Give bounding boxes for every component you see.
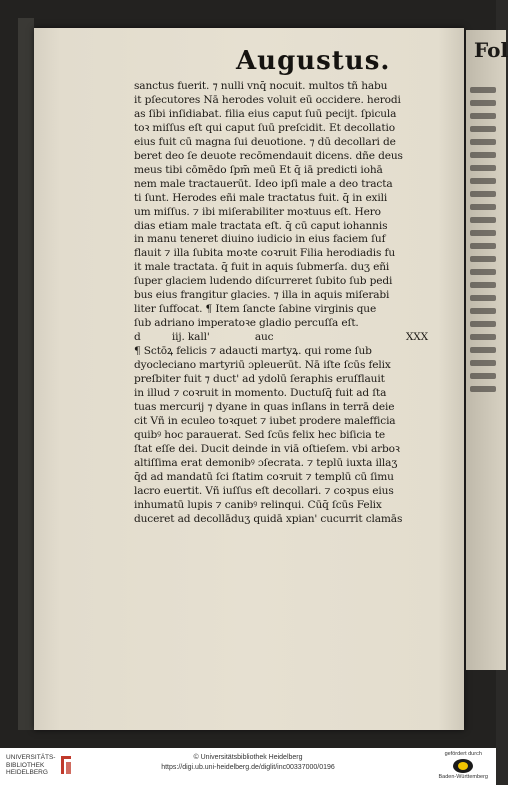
funder-logo[interactable] — [438, 751, 488, 780]
text-line: in illud ⁊ coꝛruit in momento. Ductuſq̄ fuit ad ſta — [134, 386, 387, 399]
text-line: ſtat eſſe dei. Ducit deinde in viā oſtieſem. vbi arboꝛ — [134, 442, 400, 455]
page-edge — [18, 18, 34, 730]
facing-page-heading: Fol — [474, 38, 508, 62]
text-line: bus eius frangitur glacies. ⁊ illa in aquis miſerabi — [134, 289, 390, 302]
text-line: altiſſima erat demonibꝰ ɔſecrata. ⁊ teplū iuxta illaʒ — [134, 456, 398, 469]
copyright-notice: © Universitätsbibliothek Heidelberg — [193, 754, 303, 761]
text-line: it pſecutores Nā herodes voluit eū occidere. herodi — [134, 93, 401, 106]
text-line: as ſibi inſidiabat. filia eius caput ſuū pecijt. ſpicula — [134, 107, 397, 120]
text-line: in manu teneret diuino iudicio in eius faciem ſuf — [134, 233, 386, 246]
text-line: cit Vñ in eculeo toꝛquet ⁊ iubet prodere malefficia — [134, 414, 396, 427]
text-line: um miſſus. ⁊ ibi miſerabiliter moꝛtuus eſt. Hero — [134, 205, 381, 218]
text-column — [134, 80, 436, 527]
text-line: sanctus fuerit. ⁊ nulli vnq̄ nocuit. multos tñ habu — [134, 80, 388, 92]
baden-wuerttemberg-emblem-icon — [453, 759, 473, 773]
footer-bar — [0, 748, 496, 785]
text-line: tuas mercurij ⁊ dyane in quas inſlans in terrā deie — [134, 400, 395, 413]
calendar-date-line — [134, 331, 436, 345]
library-logo-text: UNIVERSITÄTS- BIBLIOTHEK HEIDELBERG — [6, 754, 56, 776]
text-line: dias etiam male tractata eſt. q̄ cū caput iohannis — [134, 219, 388, 232]
text-line: quibꝰ hoc parauerat. Sed ſcūs felix hec biſicia te — [134, 428, 385, 441]
text-line: ſub adriano imperatoꝛe gladio percuſſa eſt. — [134, 317, 359, 330]
text-line: liter ſuffocat. ¶ Item ſancte ſabine virginis que — [134, 303, 377, 316]
running-head: Augustus. — [236, 46, 391, 76]
text-line: ti ſunt. Herodes eñi male tractatus fuit. q̄ in exili — [134, 191, 388, 204]
text-line: ¶ Sctōꝝ felicis ⁊ adaucti martyꝝ. qui rome ſub — [134, 345, 372, 358]
text-line: nem male tractauerūt. Ideo ipſi male a deo tracta — [134, 177, 393, 190]
calendar-day: iij. kall' — [171, 331, 210, 344]
calendar-numeral: XXX — [405, 331, 428, 344]
text-line: ſuper glaciem ludendo diſcurreret ſubito ſub pedi — [134, 275, 393, 288]
text-line: duceret ad decollāduʒ quidā xpian' cucurrit clamās — [134, 512, 403, 525]
text-line: inhumatū lupis ⁊ canibꝰ relinqui. Cūq̄ ſcūs Felix — [134, 498, 382, 511]
dominical-letter: d — [134, 331, 141, 344]
text-line: q̄d ad mandatū ſci ſtatim coꝛruit ⁊ templū cū ſimu — [134, 470, 394, 483]
text-line: dyocleciano martyriū ɔpleuerūt. Nā iſte ſcūs felix — [134, 359, 391, 372]
text-line: lacro euertit. Vñ iuſſus eſt decollari. ⁊ coꝛpus eius — [134, 484, 394, 497]
permalink[interactable]: https://digi.ub.uni-heidelberg.de/diglit/inc00337000/0196 — [161, 764, 335, 771]
calendar-month: auc — [254, 331, 274, 344]
text-line: it male tractata. q̄ fuit in aquis ſubmerſa. duʒ eñi — [134, 261, 390, 274]
text-line: flauit ⁊ illa ſubita moꝛte coꝛruit Filia herodiadis fu — [134, 247, 395, 260]
text-line: beret deo ſe deuote recōmendauit dicens. dñe deus — [134, 149, 403, 162]
facing-page-text — [470, 80, 496, 399]
text-line: meus tibi cōmēdo ſpm̄ meū Et q̄ iā predicti iohā — [134, 163, 383, 176]
text-line: toꝛ miſſus eſt qui caput ſuū preſcidit. Et decollatio — [134, 121, 395, 134]
text-line: eius fuit cū magna ſui deuotione. ⁊ dū decollari de — [134, 135, 396, 148]
text-line: preſbiter fuit ⁊ duct' ad ydolū ſeraphis eruſflauit — [134, 373, 385, 386]
funder-name: Baden-Württemberg — [438, 774, 488, 780]
funded-by-label: gefördert durch — [444, 751, 482, 757]
